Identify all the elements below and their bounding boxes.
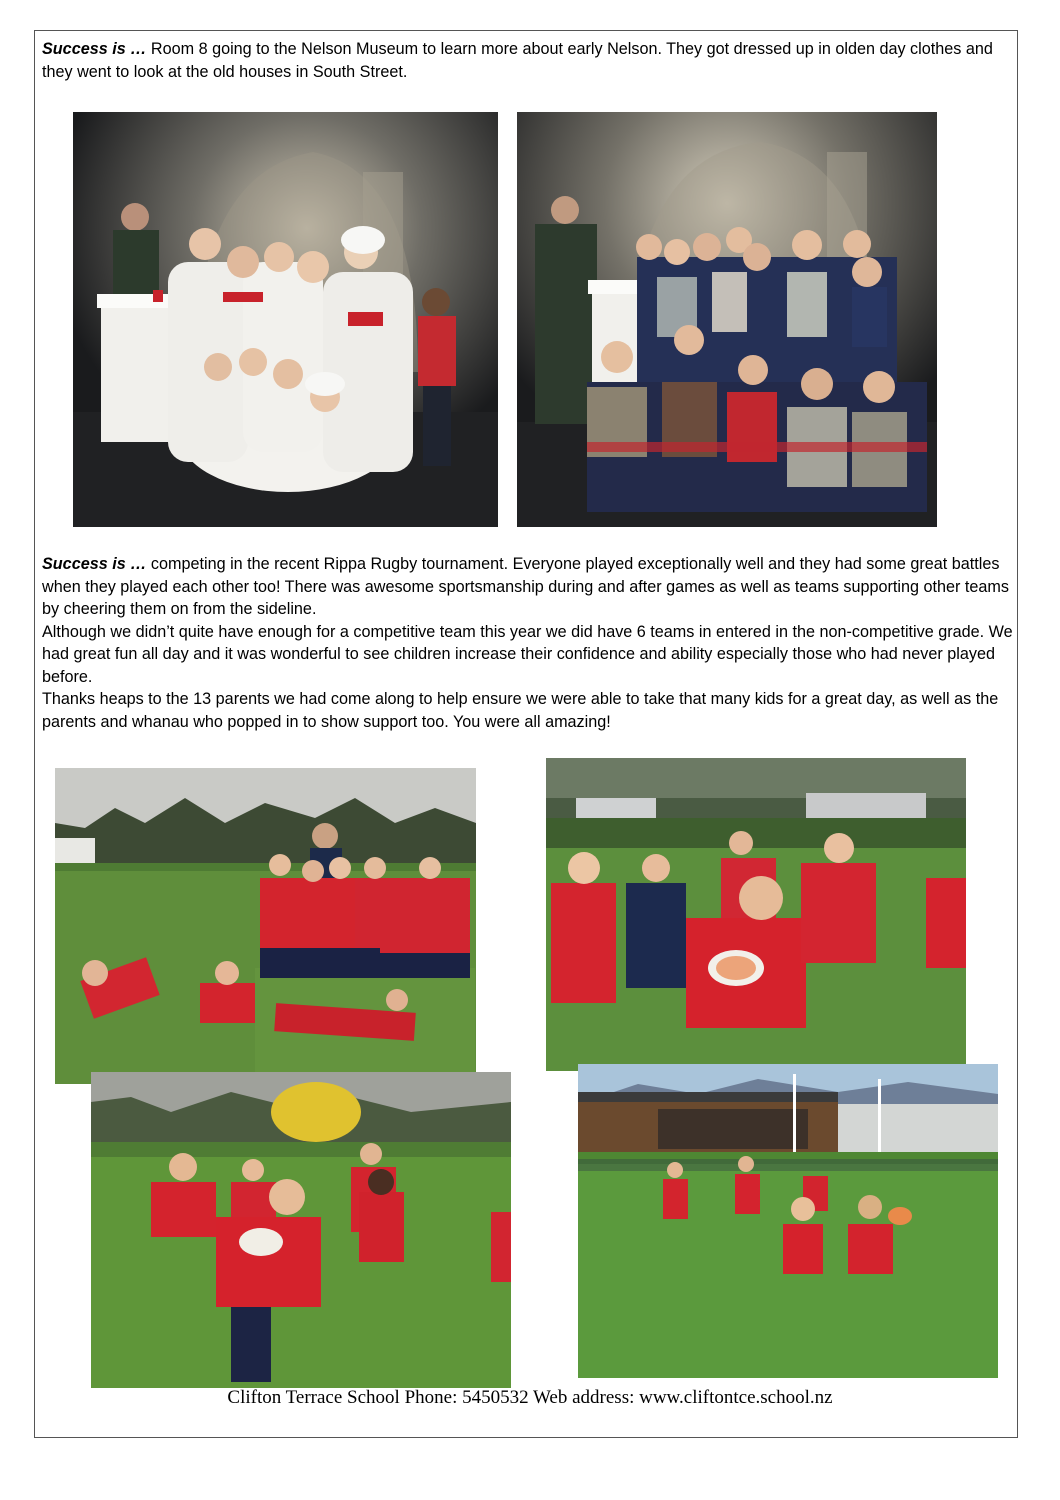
rugby-paragraph <box>42 553 1017 733</box>
rugby-photo-grounds <box>578 1064 998 1378</box>
rugby-text-1: competing in the recent Rippa Rugby tournament. Everyone played exceptionally well and they had some great battles when they played each other too! There was awesome sportsmanship during and after games as well as teams supporting other teams by cheering them on from the sideline. <box>42 555 1009 618</box>
rugby-photo-field <box>91 1072 511 1388</box>
footer-contact: Clifton Terrace School Phone: 5450532 Web address: www.cliftontce.school.nz <box>227 1387 833 1408</box>
rugby-text-2: Although we didn’t quite have enough for a competitive team this year we did have 6 teams in entered in the non-competitive grade. We had great fun all day and it was wonderful to see children increase their confidence and ability especially those who had never played before. <box>42 622 1013 686</box>
museum-photo-girls <box>73 112 498 527</box>
rugby-photo-running <box>546 758 966 1071</box>
rugby-lead: Success is … <box>42 555 147 573</box>
museum-text: Room 8 going to the Nelson Museum to learn more about early Nelson. They got dressed up in olden day clothes and they went to look at the old houses in South Street. <box>42 40 993 81</box>
museum-paragraph <box>42 38 1017 83</box>
rugby-text-3: Thanks heaps to the 13 parents we had come along to help ensure we were able to take that many kids for a great day, as well as the parents and whanau who popped in to show support too. You were all amazing! <box>42 690 999 731</box>
museum-lead: Success is … <box>42 40 147 58</box>
museum-photo-boys <box>517 112 937 527</box>
rugby-photo-team-pose <box>55 768 476 1084</box>
